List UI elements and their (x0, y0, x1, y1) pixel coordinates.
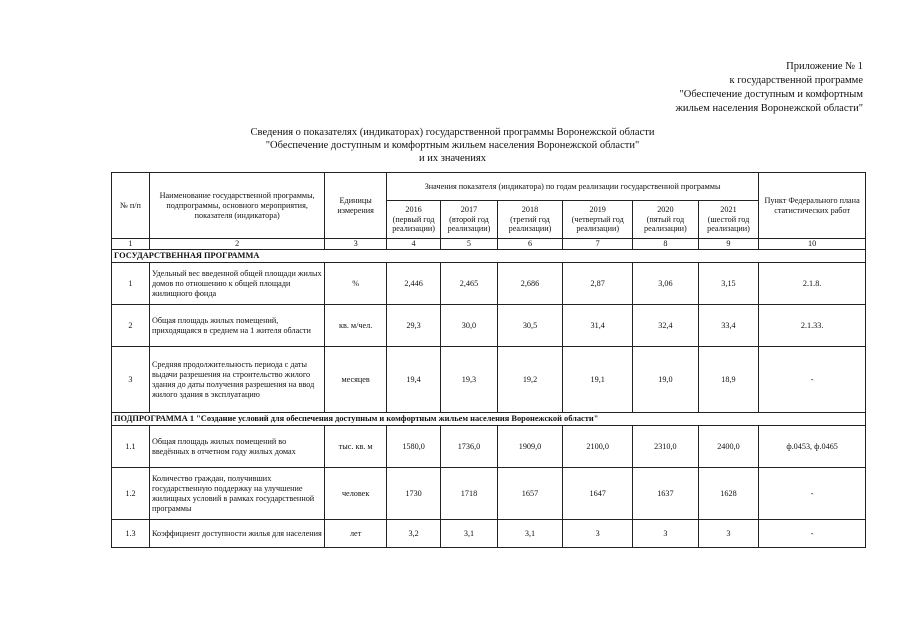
appendix-line: Приложение № 1 (786, 61, 863, 72)
row-value: 2,446 (386, 263, 440, 305)
row-value: 1736,0 (441, 426, 497, 468)
column-number: 6 (497, 239, 563, 250)
table-row (112, 426, 866, 468)
column-number: 1 (112, 239, 150, 250)
document-title (0, 126, 905, 165)
row-number: 1.1 (112, 426, 150, 468)
title-line: "Обеспечение доступным и комфортным жильем населения Воронежской области" (265, 140, 640, 151)
row-value: 2310,0 (633, 426, 699, 468)
row-value: 3,1 (441, 520, 497, 548)
row-value: 3 (563, 520, 633, 548)
row-value: 3,2 (386, 520, 440, 548)
row-number: 3 (112, 347, 150, 413)
table-row (112, 305, 866, 347)
row-value: 3,1 (497, 520, 563, 548)
row-value: 2400,0 (698, 426, 759, 468)
appendix-block (676, 60, 863, 116)
row-name: Общая площадь жилых помещений во введённых в отчетном году жилых домах (149, 426, 324, 468)
table-row (112, 263, 866, 305)
section-title: ПОДПРОГРАММА 1 "Создание условий для обеспечения доступным и комфортным жильем населения Воронежской области" (112, 413, 866, 426)
header-row (112, 173, 866, 201)
section-title: ГОСУДАРСТВЕННАЯ ПРОГРАММА (112, 250, 866, 263)
row-value: 19,1 (563, 347, 633, 413)
header-unit: Единицы измерения (325, 173, 387, 239)
appendix-line: "Обеспечение доступным и комфортным (679, 89, 863, 100)
row-value: 3 (633, 520, 699, 548)
row-value: 18,9 (698, 347, 759, 413)
row-number: 2 (112, 305, 150, 347)
row-unit: кв. м/чел. (325, 305, 387, 347)
section-row (112, 413, 866, 426)
row-plan: 2.1.8. (759, 263, 866, 305)
row-plan: ф.0453, ф.0465 (759, 426, 866, 468)
row-value: 1718 (441, 468, 497, 520)
row-plan: - (759, 347, 866, 413)
row-value: 30,0 (441, 305, 497, 347)
row-value: 2,465 (441, 263, 497, 305)
row-value: 1580,0 (386, 426, 440, 468)
column-number: 9 (698, 239, 759, 250)
title-line: Сведения о показателях (индикаторах) государственной программы Воронежской области (250, 127, 655, 138)
header-year: 2017 (второй год реализации) (441, 201, 497, 239)
column-number: 7 (563, 239, 633, 250)
row-number: 1 (112, 263, 150, 305)
row-value: 32,4 (633, 305, 699, 347)
row-value: 30,5 (497, 305, 563, 347)
row-value: 1909,0 (497, 426, 563, 468)
table-row (112, 520, 866, 548)
row-name: Удельный вес введенной общей площади жилых домов по отношению к общей площади жилищного фонда (149, 263, 324, 305)
row-value: 33,4 (698, 305, 759, 347)
header-name: Наименование государственной программы, подпрограммы, основного мероприятия, показателя (индикатора) (149, 173, 324, 239)
row-number: 1.2 (112, 468, 150, 520)
row-value: 29,3 (386, 305, 440, 347)
row-name: Коэффициент доступности жилья для населения (149, 520, 324, 548)
header-year: 2018 (третий год реализации) (497, 201, 563, 239)
row-name: Количество граждан, получивших государственную поддержку на улучшение жилищных условий в рамках государственной программы (149, 468, 324, 520)
row-value: 1628 (698, 468, 759, 520)
header-num: № п/п (112, 173, 150, 239)
header-values: Значения показателя (индикатора) по годам реализации государственной программы (386, 173, 758, 201)
row-name: Общая площадь жилых помещений, приходящаяся в среднем на 1 жителя области (149, 305, 324, 347)
appendix-line: жильем населения Воронежской области" (675, 103, 863, 114)
column-number: 4 (386, 239, 440, 250)
row-name: Средняя продолжительность периода с даты выдачи разрешения на строительство жилого здания до даты получения разрешения на ввод жилого здания в эксплуатацию (149, 347, 324, 413)
row-value: 2,87 (563, 263, 633, 305)
row-value: 3 (698, 520, 759, 548)
row-value: 2100,0 (563, 426, 633, 468)
row-value: 1647 (563, 468, 633, 520)
row-unit: месяцев (325, 347, 387, 413)
header-year: 2019 (четвертый год реализации) (563, 201, 633, 239)
column-number: 3 (325, 239, 387, 250)
row-plan: 2.1.33. (759, 305, 866, 347)
row-number: 1.3 (112, 520, 150, 548)
row-value: 31,4 (563, 305, 633, 347)
row-value: 19,0 (633, 347, 699, 413)
row-value: 19,4 (386, 347, 440, 413)
row-value: 2,686 (497, 263, 563, 305)
column-number: 10 (759, 239, 866, 250)
row-value: 19,3 (441, 347, 497, 413)
column-number: 8 (633, 239, 699, 250)
row-value: 1657 (497, 468, 563, 520)
column-numbers-row (112, 239, 866, 250)
indicators-table (111, 172, 866, 548)
row-value: 3,06 (633, 263, 699, 305)
row-plan: - (759, 520, 866, 548)
section-row (112, 250, 866, 263)
appendix-line: к государственной программе (729, 75, 863, 86)
column-number: 2 (149, 239, 324, 250)
row-unit: лет (325, 520, 387, 548)
table-row (112, 347, 866, 413)
header-year: 2016 (первый год реализации) (386, 201, 440, 239)
row-value: 19,2 (497, 347, 563, 413)
table-row (112, 468, 866, 520)
row-plan: - (759, 468, 866, 520)
row-unit: тыс. кв. м (325, 426, 387, 468)
row-unit: человек (325, 468, 387, 520)
row-unit: % (325, 263, 387, 305)
row-value: 3,15 (698, 263, 759, 305)
title-line: и их значениях (418, 153, 486, 164)
row-value: 1637 (633, 468, 699, 520)
column-number: 5 (441, 239, 497, 250)
header-plan: Пункт Федерального плана статистических работ (759, 173, 866, 239)
header-year: 2020 (пятый год реализации) (633, 201, 699, 239)
header-year: 2021 (шестой год реализации) (698, 201, 759, 239)
row-value: 1730 (386, 468, 440, 520)
